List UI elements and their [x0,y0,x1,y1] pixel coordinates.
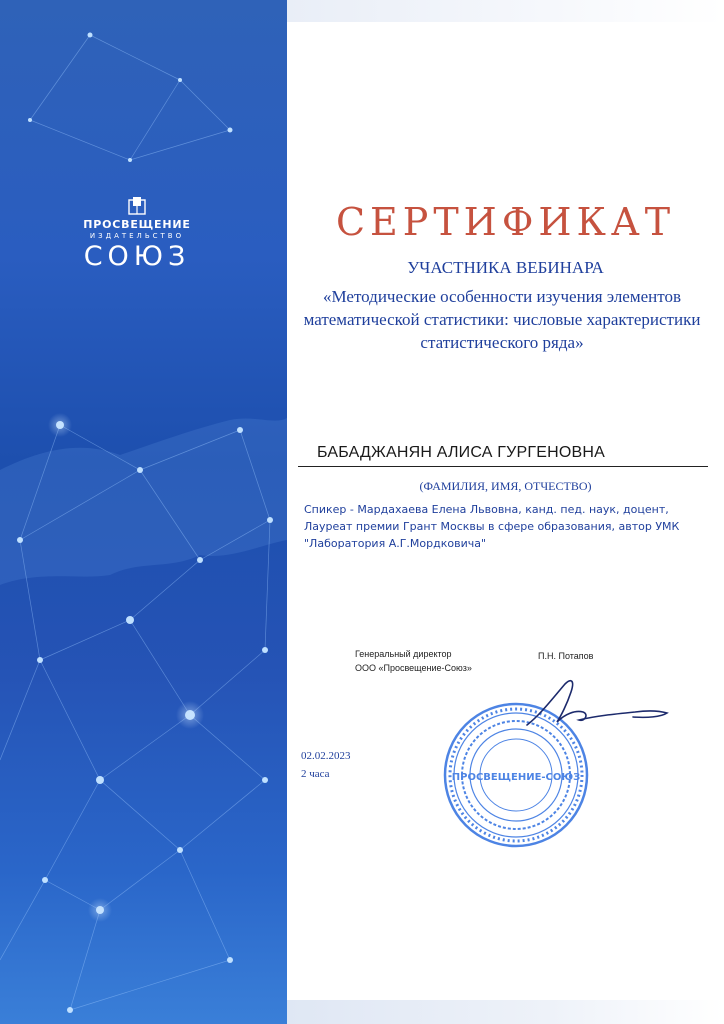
webinar-topic: «Методические особенности изучения элементов математической статистики: числовые характеристики статистического ряда» [303,287,701,352]
duration-hours: 2 часа [301,768,330,780]
issue-date: 02.02.2023 [301,750,351,762]
certificate-subtitle: УЧАСТНИКА ВЕБИНАРА [407,258,604,277]
logo-line-2: ИЗДАТЕЛЬСТВО [89,232,185,240]
logo-line-3: СОЮЗ [83,241,191,272]
director-name: П.Н. Потапов [538,651,594,661]
participant-name: БАБАДЖАНЯН АЛИСА ГУРГЕНОВНА [317,444,606,461]
director-signature-icon [515,670,675,740]
top-strip [287,0,724,22]
director-organization: ООО «Просвещение-Союз» [355,663,472,673]
publisher-logo [72,196,202,272]
name-underline [298,466,708,467]
book-emblem-icon [126,196,148,216]
logo-line-1: ПРОСВЕЩЕНИЕ [83,218,191,231]
bottom-strip [287,1000,724,1024]
network-pattern [0,0,287,1024]
director-position: Генеральный директор [355,649,452,659]
speaker-info: Спикер - Мардахаева Елена Львовна, канд. пед. наук, доцент, Лауреат премии Грант Москвы в сфере образования, автор УМК "Лаборатория А.Г.Мордковича" [304,503,680,550]
decorative-network-panel [0,0,287,1024]
stamp-center-text: ПРОСВЕЩЕНИЕ-СОЮЗ [451,772,581,783]
name-caption: (ФАМИЛИЯ, ИМЯ, ОТЧЕСТВО) [419,479,592,493]
certificate-title: СЕРТИФИКАТ [335,200,676,244]
